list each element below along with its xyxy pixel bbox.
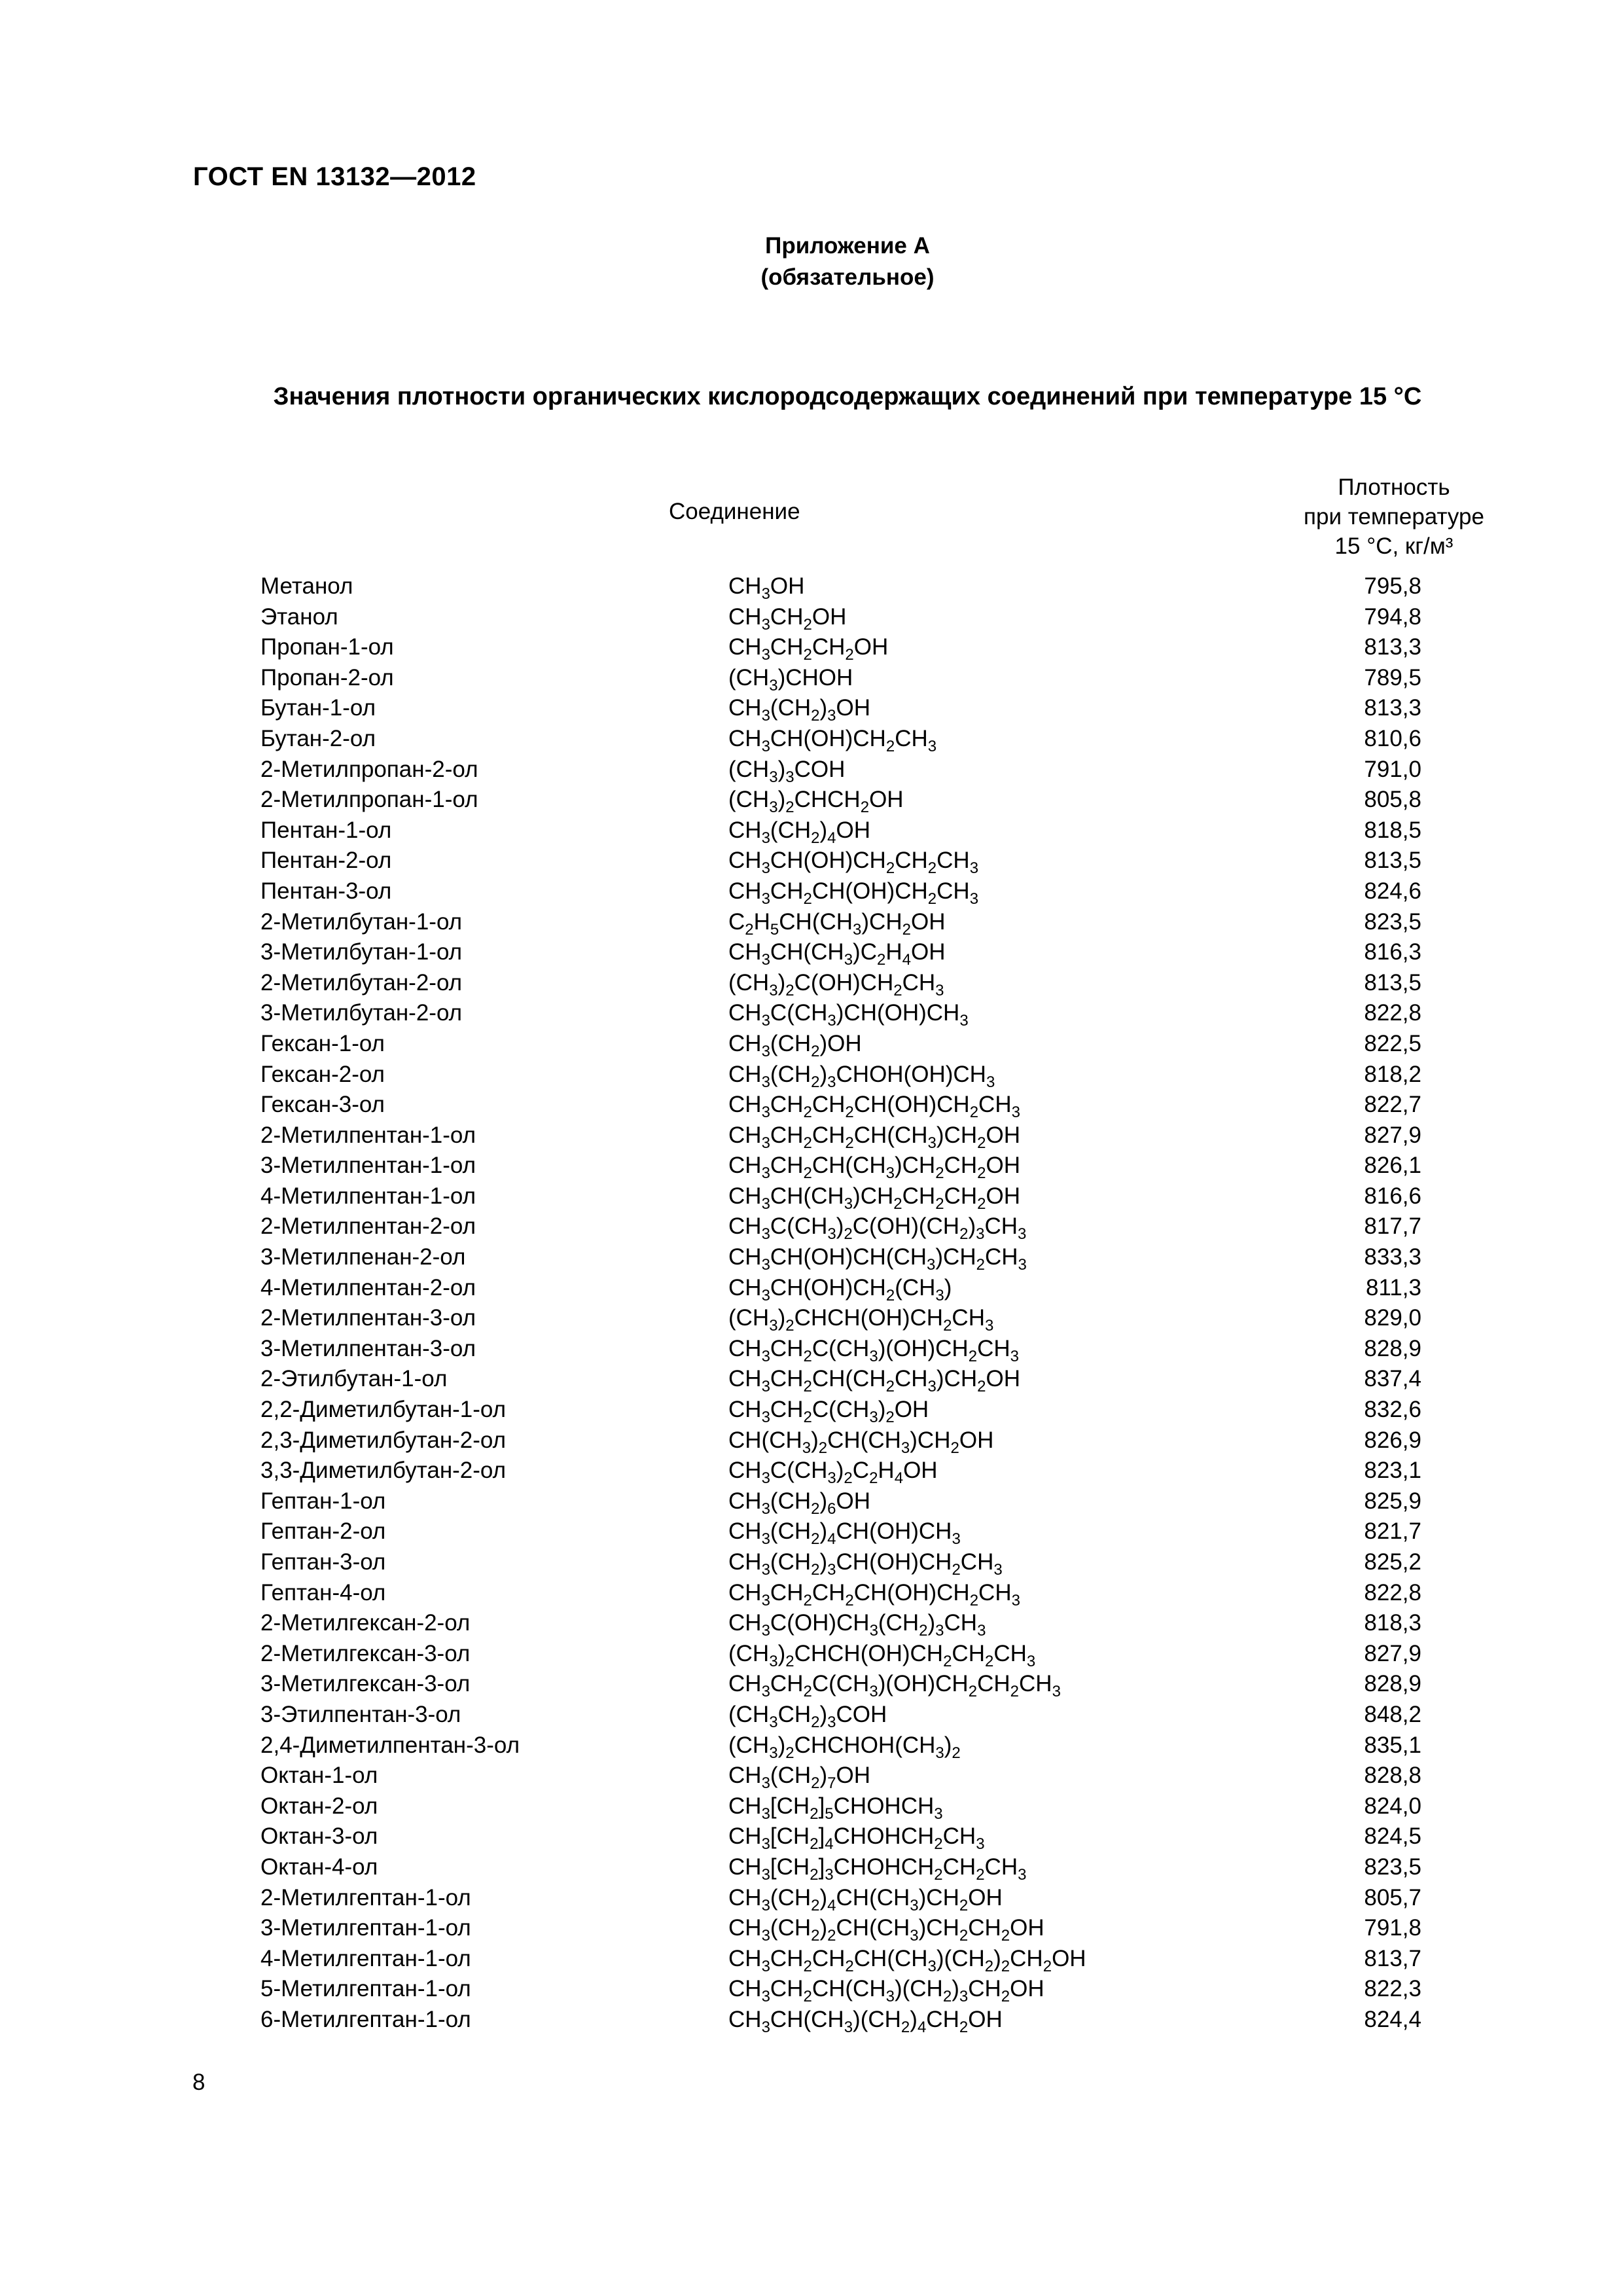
table-row — [0, 1578, 1623, 1609]
compound-formula: $CH_3CH_2CH_2OH$ — [728, 634, 889, 664]
table-row — [0, 876, 1623, 907]
table-row — [0, 1090, 1623, 1121]
compound-formula: $CH_3CH(CH_3)(CH_2)_4CH_2OH$ — [728, 2006, 1003, 2036]
compound-formula: $CH(CH_3)_2CH(CH_3)CH_2OH$ — [728, 1427, 994, 1457]
table-row — [0, 1700, 1623, 1731]
density-value: 822,8 — [1364, 1000, 1421, 1026]
table-row — [0, 1121, 1623, 1151]
compound-formula: $CH_3(CH_2)_4OH$ — [728, 817, 871, 847]
document-code: ГОСТ EN 13132—2012 — [193, 162, 476, 191]
compound-formula: $CH_3CH_2CH_2CH(OH)CH_2CH_3$ — [728, 1092, 1020, 1122]
density-value: 789,5 — [1364, 664, 1421, 691]
table-row — [0, 1731, 1623, 1761]
compound-name: Октан-1-ол — [260, 1763, 378, 1789]
compound-formula: $(CH_3)_2CHCH_2OH$ — [728, 787, 904, 817]
density-value: 818,3 — [1364, 1610, 1421, 1636]
compound-formula: $CH_3(CH_2)_7OH$ — [728, 1763, 871, 1793]
density-value: 816,3 — [1364, 939, 1421, 965]
density-value: 823,5 — [1364, 908, 1421, 935]
table-row — [0, 1334, 1623, 1365]
density-value: 827,9 — [1364, 1122, 1421, 1148]
compound-name: 4-Метилпентан-1-ол — [260, 1183, 476, 1209]
density-value: 816,6 — [1364, 1183, 1421, 1209]
density-value: 825,9 — [1364, 1488, 1421, 1514]
table-row — [0, 1669, 1623, 1700]
compound-name: Октан-4-ол — [260, 1854, 378, 1880]
density-value: 823,5 — [1364, 1854, 1421, 1880]
density-value: 826,1 — [1364, 1153, 1421, 1179]
density-value: 825,2 — [1364, 1549, 1421, 1575]
table-row — [0, 1761, 1623, 1791]
compound-name: Гептан-4-ол — [260, 1579, 386, 1605]
table-row — [0, 1273, 1623, 1304]
compound-name: 3-Метилгексан-3-ол — [260, 1671, 471, 1697]
table-row — [0, 937, 1623, 968]
compound-formula: $(CH_3)_3COH$ — [728, 756, 846, 786]
table-row — [0, 1791, 1623, 1822]
compound-name: Октан-3-ол — [260, 1823, 378, 1850]
compound-formula: $CH_3CH(OH)CH_2(CH_3)$ — [728, 1274, 952, 1304]
appendix-status: (обязательное) — [760, 264, 935, 290]
compound-name: Гексан-3-ол — [260, 1092, 385, 1118]
compound-name: 3-Метилбутан-1-ол — [260, 939, 463, 965]
table-row — [0, 1456, 1623, 1486]
density-table — [0, 571, 1623, 2036]
table-row — [0, 1181, 1623, 1212]
table-row — [0, 816, 1623, 846]
compound-formula: $CH_3CH(OH)CH(CH_3)CH_2CH_3$ — [728, 1244, 1027, 1274]
compound-formula: $(CH_3)CHOH$ — [728, 664, 853, 694]
density-value: 791,8 — [1364, 1915, 1421, 1941]
table-row — [0, 1974, 1623, 2005]
compound-formula: $CH_3(CH_2)_4CH(OH)CH_3$ — [728, 1518, 961, 1549]
compound-formula: $(CH_3)_2CHCH(OH)CH_2CH_3$ — [728, 1305, 994, 1335]
table-row — [0, 1486, 1623, 1517]
compound-formula: $CH_3CH(CH_3)CH_2CH_2CH_2OH$ — [728, 1183, 1020, 1213]
density-value: 823,1 — [1364, 1458, 1421, 1484]
density-value: 817,7 — [1364, 1213, 1421, 1240]
compound-formula: $CH_3CH_2CH(CH_3)(CH_2)_3CH_2OH$ — [728, 1976, 1044, 2006]
compound-name: 3-Метилбутан-2-ол — [260, 1000, 463, 1026]
compound-formula: $CH_3CH_2CH_2CH(CH_3)CH_2OH$ — [728, 1122, 1020, 1152]
compound-formula: $CH_3CH_2OH$ — [728, 603, 847, 634]
density-value: 837,4 — [1364, 1366, 1421, 1392]
table-row — [0, 1821, 1623, 1852]
table-row — [0, 1852, 1623, 1883]
density-value: 835,1 — [1364, 1732, 1421, 1758]
compound-name: 2-Метилгексан-3-ол — [260, 1640, 471, 1666]
density-value: 828,8 — [1364, 1763, 1421, 1789]
compound-formula: $CH_3CH_2CH_2CH(OH)CH_2CH_3$ — [728, 1579, 1020, 1609]
density-value: 813,7 — [1364, 1945, 1421, 1971]
compound-formula: $(CH_3)_2C(OH)CH_2CH_3$ — [728, 969, 944, 999]
compound-name: Пентан-2-ол — [260, 848, 392, 874]
density-value: 848,2 — [1364, 1701, 1421, 1727]
compound-formula: $CH_3[CH_2]_4CHOHCH_2CH_3$ — [728, 1823, 985, 1854]
compound-formula: $C_2H_5CH(CH_3)CH_2OH$ — [728, 908, 946, 939]
compound-formula: $CH_3CH_2C(CH_3)_2OH$ — [728, 1397, 929, 1427]
compound-formula: $CH_3CH_2CH(OH)CH_2CH_3$ — [728, 878, 979, 908]
table-row — [0, 1211, 1623, 1242]
density-value: 813,5 — [1364, 969, 1421, 996]
compound-formula: $CH_3(CH_2)_6OH$ — [728, 1488, 871, 1518]
table-row — [0, 1608, 1623, 1639]
compound-formula: $CH_3CH_2CH(CH_2CH_3)CH_2OH$ — [728, 1366, 1020, 1396]
table-row — [0, 632, 1623, 663]
compound-formula: $(CH_3CH_2)_3COH$ — [728, 1701, 887, 1731]
density-value: 832,6 — [1364, 1397, 1421, 1423]
compound-name: 4-Метилпентан-2-ол — [260, 1274, 476, 1300]
table-row — [0, 1151, 1623, 1181]
compound-name: 3-Метилпенан-2-ол — [260, 1244, 466, 1270]
density-value: 818,5 — [1364, 817, 1421, 843]
compound-name: Бутан-1-ол — [260, 695, 376, 721]
compound-name: 2-Метилпропан-1-ол — [260, 787, 478, 813]
table-row — [0, 1364, 1623, 1395]
compound-name: Пропан-2-ол — [260, 664, 394, 691]
compound-name: 3-Метилпентан-1-ол — [260, 1153, 476, 1179]
column-header-density — [1263, 473, 1525, 561]
table-row — [0, 1944, 1623, 1975]
compound-formula: $CH_3[CH_2]_3CHOHCH_2CH_2CH_3$ — [728, 1854, 1027, 1884]
density-value: 824,6 — [1364, 878, 1421, 904]
compound-name: 2-Метилпентан-2-ол — [260, 1213, 476, 1240]
density-value: 805,8 — [1364, 787, 1421, 813]
compound-formula: $CH_3OH$ — [728, 573, 805, 603]
appendix-title: Приложение А — [765, 233, 930, 259]
density-value: 824,4 — [1364, 2006, 1421, 2032]
table-row — [0, 663, 1623, 694]
compound-formula: $CH_3C(CH_3)_2C(OH)(CH_2)_3CH_3$ — [728, 1213, 1027, 1244]
density-value: 828,9 — [1364, 1335, 1421, 1361]
table-row — [0, 846, 1623, 876]
compound-formula: $CH_3CH_2C(CH_3)(OH)CH_2CH_3$ — [728, 1335, 1019, 1365]
compound-formula: $CH_3CH(OH)CH_2CH_3$ — [728, 725, 937, 755]
compound-name: Пентан-3-ол — [260, 878, 392, 904]
table-row — [0, 602, 1623, 633]
compound-formula: $CH_3C(CH_3)_2C_2H_4OH$ — [728, 1458, 938, 1488]
table-row — [0, 571, 1623, 602]
appendix-heading — [0, 230, 1623, 293]
compound-formula: $CH_3CH_2C(CH_3)(OH)CH_2CH_2CH_3$ — [728, 1671, 1061, 1701]
compound-name: Гептан-2-ол — [260, 1518, 386, 1545]
density-value: 791,0 — [1364, 756, 1421, 782]
compound-name: 2,3-Диметилбутан-2-ол — [260, 1427, 507, 1453]
compound-formula: $(CH_3)_2CHCHOH(CH_3)_2$ — [728, 1732, 961, 1762]
compound-name: 2-Этилбутан-1-ол — [260, 1366, 448, 1392]
density-value: 826,9 — [1364, 1427, 1421, 1453]
table-row — [0, 968, 1623, 999]
compound-name: Пентан-1-ол — [260, 817, 392, 843]
compound-name: Метанол — [260, 573, 353, 599]
compound-name: 2-Метилгептан-1-ол — [260, 1884, 471, 1910]
compound-name: 3,3-Диметилбутан-2-ол — [260, 1458, 507, 1484]
compound-name: 5-Метилгептан-1-ол — [260, 1976, 471, 2002]
density-value: 821,7 — [1364, 1518, 1421, 1545]
table-row — [0, 1639, 1623, 1670]
compound-name: Гептан-1-ол — [260, 1488, 386, 1514]
compound-name: Октан-2-ол — [260, 1793, 378, 1819]
compound-name: Гептан-3-ол — [260, 1549, 386, 1575]
compound-name: 4-Метилгептан-1-ол — [260, 1945, 471, 1971]
compound-name: 2-Метилпентан-3-ол — [260, 1305, 476, 1331]
table-row — [0, 724, 1623, 755]
density-value: 794,8 — [1364, 603, 1421, 630]
table-row — [0, 1060, 1623, 1090]
density-value: 822,8 — [1364, 1579, 1421, 1605]
density-value: 822,3 — [1364, 1976, 1421, 2002]
compound-name: 2,4-Диметилпентан-3-ол — [260, 1732, 520, 1758]
density-value: 818,2 — [1364, 1061, 1421, 1087]
table-row — [0, 1303, 1623, 1334]
density-value: 822,7 — [1364, 1092, 1421, 1118]
compound-name: Гексан-1-ол — [260, 1030, 385, 1056]
density-value: 827,9 — [1364, 1640, 1421, 1666]
compound-formula: $CH_3[CH_2]_5CHOHCH_3$ — [728, 1793, 943, 1823]
compound-formula: $(CH_3)_2CHCH(OH)CH_2CH_2CH_3$ — [728, 1640, 1036, 1670]
density-value: 813,3 — [1364, 695, 1421, 721]
density-value: 829,0 — [1364, 1305, 1421, 1331]
compound-name: 6-Метилгептан-1-ол — [260, 2006, 471, 2032]
compound-formula: $CH_3CH_2CH(CH_3)CH_2CH_2OH$ — [728, 1153, 1020, 1183]
table-title: Значения плотности органических кислородсодержащих соединений при температуре 15 °С — [273, 383, 1422, 410]
compound-name: 3-Метилгептан-1-ол — [260, 1915, 471, 1941]
compound-formula: $CH_3C(OH)CH_3(CH_2)_3CH_3$ — [728, 1610, 986, 1640]
compound-formula: $CH_3C(CH_3)CH(OH)CH_3$ — [728, 1000, 969, 1030]
compound-name: 2,2-Диметилбутан-1-ол — [260, 1397, 507, 1423]
compound-name: Этанол — [260, 603, 338, 630]
density-header-line-1: Плотность — [1338, 475, 1450, 500]
compound-formula: $CH_3CH(OH)CH_2CH_2CH_3$ — [728, 848, 979, 878]
compound-name: Пропан-1-ол — [260, 634, 394, 660]
compound-formula: $CH_3(CH_2)_2CH(CH_3)CH_2CH_2OH$ — [728, 1915, 1044, 1945]
compound-formula: $CH_3(CH_2)_3CHOH(OH)CH_3$ — [728, 1061, 995, 1091]
density-value: 810,6 — [1364, 725, 1421, 751]
compound-name: 2-Метилпентан-1-ол — [260, 1122, 476, 1148]
table-row — [0, 1883, 1623, 1914]
compound-formula: $CH_3(CH_2)OH$ — [728, 1030, 862, 1060]
table-row — [0, 1242, 1623, 1273]
density-value: 805,7 — [1364, 1884, 1421, 1910]
table-row — [0, 1395, 1623, 1426]
compound-formula: $CH_3(CH_2)_3CH(OH)CH_2CH_3$ — [728, 1549, 1003, 1579]
compound-name: 2-Метилбутан-2-ол — [260, 969, 463, 996]
density-value: 811,3 — [1366, 1274, 1421, 1300]
page-number: 8 — [192, 2070, 205, 2095]
density-value: 828,9 — [1364, 1671, 1421, 1697]
density-value: 824,5 — [1364, 1823, 1421, 1850]
compound-formula: $CH_3(CH_2)_3OH$ — [728, 695, 871, 725]
table-row — [0, 998, 1623, 1029]
compound-name: 3-Этилпентан-3-ол — [260, 1701, 461, 1727]
table-row — [0, 1029, 1623, 1060]
compound-name: Бутан-2-ол — [260, 725, 376, 751]
table-row — [0, 1547, 1623, 1578]
table-row — [0, 755, 1623, 785]
density-value: 795,8 — [1364, 573, 1421, 599]
compound-name: 2-Метилпропан-2-ол — [260, 756, 478, 782]
density-value: 833,3 — [1364, 1244, 1421, 1270]
compound-name: 3-Метилпентан-3-ол — [260, 1335, 476, 1361]
compound-formula: $CH_3CH_2CH_2CH(CH_3)(CH_2)_2CH_2OH$ — [728, 1945, 1086, 1975]
density-header-line-3: 15 °С, кг/м³ — [1334, 533, 1454, 559]
density-value: 813,3 — [1364, 634, 1421, 660]
compound-formula: $CH_3CH(CH_3)C_2H_4OH$ — [728, 939, 946, 969]
density-value: 824,0 — [1364, 1793, 1421, 1819]
column-header-compound: Соединение — [669, 499, 800, 524]
table-row — [0, 1516, 1623, 1547]
density-header-line-2: при температуре — [1304, 504, 1484, 529]
table-row — [0, 693, 1623, 724]
table-row — [0, 907, 1623, 938]
table-row — [0, 785, 1623, 816]
table-row — [0, 2005, 1623, 2036]
table-row — [0, 1913, 1623, 1944]
table-row — [0, 1426, 1623, 1456]
density-value: 813,5 — [1364, 848, 1421, 874]
compound-name: Гексан-2-ол — [260, 1061, 385, 1087]
compound-name: 2-Метилгексан-2-ол — [260, 1610, 471, 1636]
compound-name: 2-Метилбутан-1-ол — [260, 908, 463, 935]
density-value: 822,5 — [1364, 1030, 1421, 1056]
compound-formula: $CH_3(CH_2)_4CH(CH_3)CH_2OH$ — [728, 1884, 1003, 1914]
